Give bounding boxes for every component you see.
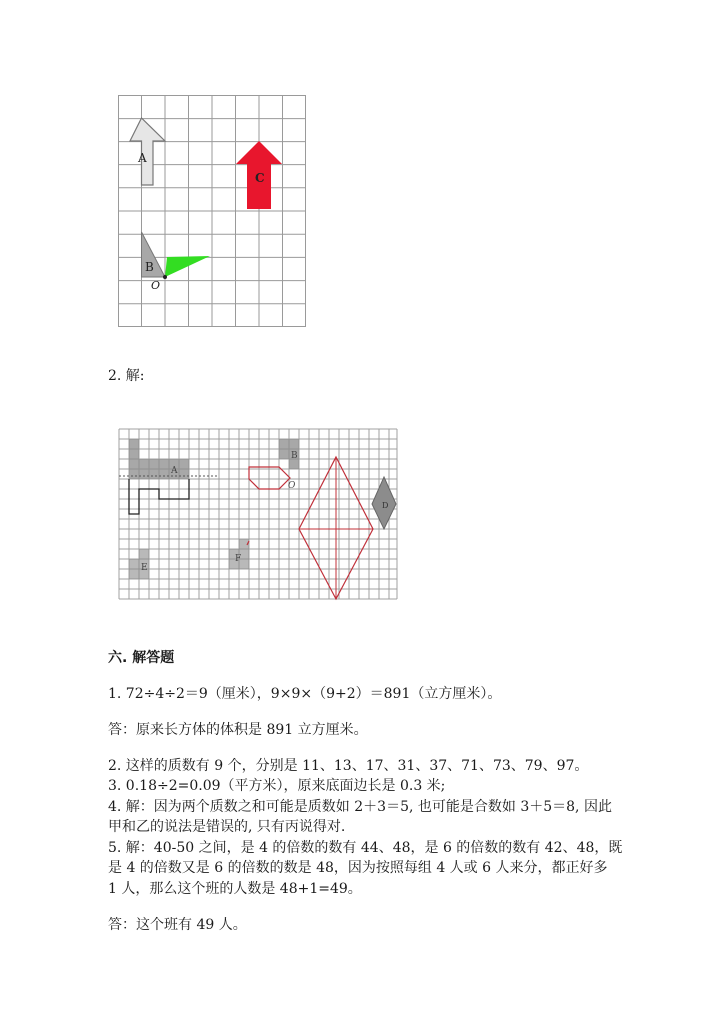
answer-line-10: 答：这个班有 49 人。 — [108, 917, 247, 933]
figure-rotation-grid — [118, 95, 306, 327]
arrow-a-label: A — [138, 151, 147, 165]
answer-line-4: 3. 0.18÷2=0.09（平方米），原来底面边长是 0.3 米; — [108, 778, 446, 794]
answer-line-6: 甲和乙的说法是错误的, 只有丙说得对. — [108, 819, 346, 835]
triangle-b-label: B — [145, 260, 154, 274]
answer-line-3: 2. 这样的质数有 9 个，分别是 11、13、17、31、37、71、73、79、97。 — [108, 758, 589, 774]
figure-transform-grid — [114, 428, 400, 606]
rotation-grid-svg — [118, 95, 306, 327]
shape-d-label: D — [382, 501, 389, 510]
transform-grid-svg — [114, 428, 400, 606]
point-o-label: O — [288, 481, 296, 491]
shape-b-label: B — [291, 451, 298, 461]
arrow-c-label: C — [255, 171, 265, 185]
answer-line-8: 是 4 的倍数又是 6 的倍数的数是 48，因为按照每组 4 人或 6 人来分，都正好多 — [108, 860, 608, 876]
answer-line-1: 1. 72÷4÷2＝9（厘米），9×9×（9+2）＝891（立方厘米）。 — [108, 686, 502, 702]
point-o-label: O — [151, 279, 161, 292]
shape-e-label: E — [141, 563, 148, 573]
grid-lines — [119, 429, 397, 599]
point-o-marker — [163, 275, 167, 279]
answer-line-5: 4. 解：因为两个质数之和可能是质数如 2＋3＝5, 也可能是合数如 3＋5＝8, 因此 — [108, 799, 612, 815]
arrow-a-shape — [130, 118, 165, 185]
problem-2-label: 2. 解: — [108, 368, 145, 384]
shape-f-label: F — [235, 554, 242, 564]
answer-line-7: 5. 解：40-50 之间，是 4 的倍数的数有 44、48，是 6 的倍数的数有 42、48，既 — [108, 840, 623, 856]
shape-a-label: A — [171, 466, 178, 476]
green-triangle-shape — [165, 256, 210, 277]
answer-line-9: 1 人，那么这个班的人数是 48+1=49。 — [108, 881, 362, 897]
answer-line-2: 答：原来长方体的体积是 891 立方厘米。 — [108, 722, 368, 738]
section-title: 六. 解答题 — [108, 650, 175, 666]
